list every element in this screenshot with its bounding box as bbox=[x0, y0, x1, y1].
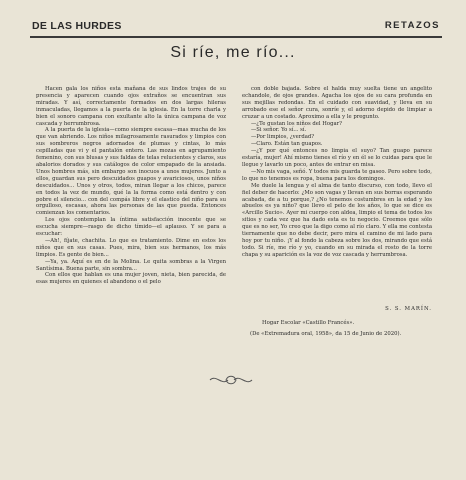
left-column bbox=[36, 86, 226, 286]
paragraph: —Por limpios, ¿verdad? bbox=[251, 134, 315, 141]
source-note: (De «Extremadura oral, 1958», da 15 de Junio de 2020). bbox=[250, 331, 402, 337]
paragraph: —Si señor. Yo sí... sí. bbox=[251, 127, 307, 134]
paragraph: Hacen gala los niños esta mañana de sus lindos trajes de su presencia y aparecen cuando ojos extraños se encuentran sus miradas. Y así, correctamente formados en dos largas hileras inmaculadas, llegamos a la puerta de la iglesia. En la torre charla y bien el sonoro campana con exultante alto la única campana de voz cascada y herrumbrosa. bbox=[36, 86, 226, 127]
paragraph: A la puerta de la iglesia—como siempre escasa—mas mucha de los que van abriendo. Los niños milagrosamente rasurados y limpios con sus sombreros negros adornados de plumas y cintas, lo más cepilladas que vi y el pantalón entero. Las mozas en agrupamiento femenino, con sus blusas y sus faldas de telas relucientes y claros, sus abalorios dorados y sus catálogos de color empapado de la ansiada. Unos hombres más, sin embargo son inocuos a unos mujeres. Junto a ellos, guardan sus pero descuidados guapos y avariciosos, unos niños descuidados... Unos y otros, todos, miran llegar a los chicos, parece en todos la vez de mundo, qué la la forma como está dentro y con pobre el silencio... con del compás libre y el elastico del niño para su orgulloso, escasas, ahora las personas de las que pueda. Entonces comienzan los comentarios. bbox=[36, 127, 226, 217]
paragraph: Me duele la lengua y el alma de tanto discurso, con todo, llevo el fiel deber de hacerlo: ¿Mo son vagas y llevan en sus borras esperando acabada, de a tu porque,? ¿No tenemos costumbres en la edad y los abuelos es ya niño? que llevo el pelo de los años, lo que se dice es «Arcillo Sucio». Ayer mi cuerpo con aldea, limpio el tema de todos los sitios y cada vez que ha dado esta es tu negocio. Creemos que sólo que es no ser, Yo creo que la digo como al río claro. Y ella me contesta tiernamente que no debe decir, pero mira el camino de mi lado para hoy por tu niño. ¡Y al fondo la cabeza sobre los dos, mirando que está todo. Si ríe, me río y yo, cuando en su mirada el rosto de la torre chapa y su aparición es la voz de voz cascada y herrumbrosa. bbox=[242, 182, 432, 258]
paragraph: —¿Te gustan los niños del Hogar? bbox=[251, 120, 343, 127]
header-rule bbox=[30, 36, 442, 38]
paragraph: —Claro. Están tan guapos. bbox=[251, 141, 323, 148]
paragraph: Con ellos que hablan es una mujer joven, nieta, bien parecida, de esas mujeres en quienes el abandono o el pelo bbox=[36, 272, 226, 286]
right-column bbox=[242, 86, 432, 259]
paragraph: —Ah!, fíjate, chachita. Lo que es tratamiento. Dime en estos los niños que en sus casas. Pues, mira, bien sus hermanos, los más limpios. Es gente de bien... bbox=[36, 237, 226, 258]
school-line: Hogar Escolar «Castillo Francés». bbox=[262, 320, 355, 326]
paragraph: con doble bajada. Sobre el halda muy suelta tiene un angelito echandole, de ojos grandes. Agacha los ojos de su cara profunda en sus mejillas redondas. En el cuidado con suavidad, y lleva en su arrobado ese el señor cura, sonríe y, el adorno depido de limpiar a cruzar a un costado. Aproximo a ella y le pregunto. bbox=[242, 86, 432, 120]
paragraph: Los ojos contemplan la íntima satisfacción inocente que se escucha siempre—rasgo de dicho tímido—el aplauso. Y se para a escuchar: bbox=[36, 217, 226, 238]
paragraph: —Ya, ya. Aquí es en de la Molina. Le quita sombras a la Virgen Santísima. Buena parte, sin sombra... bbox=[36, 258, 226, 272]
author-signature: S. S. MARÍN. bbox=[385, 306, 432, 312]
paragraph: —¿Y por qué entonces no limpia el suyo? Tan guapo parece estaría, mujer! Ahí mismo tienes el río y en él se lo cuidas para que le llegue y lavarlo un poco, antes de entrar en misa. bbox=[242, 148, 432, 168]
section-header: DE LAS HURDES bbox=[32, 20, 122, 32]
paragraph: —No mis vaga, señó. Y todos mis guarda te gaseo. Pero sobre todo, lo que no tenemos es ropa, buena para los domingos. bbox=[242, 168, 432, 182]
ornament-icon bbox=[208, 372, 254, 388]
section-tag: RETAZOS bbox=[384, 20, 440, 31]
article-title: Si ríe, me río... bbox=[170, 44, 296, 61]
